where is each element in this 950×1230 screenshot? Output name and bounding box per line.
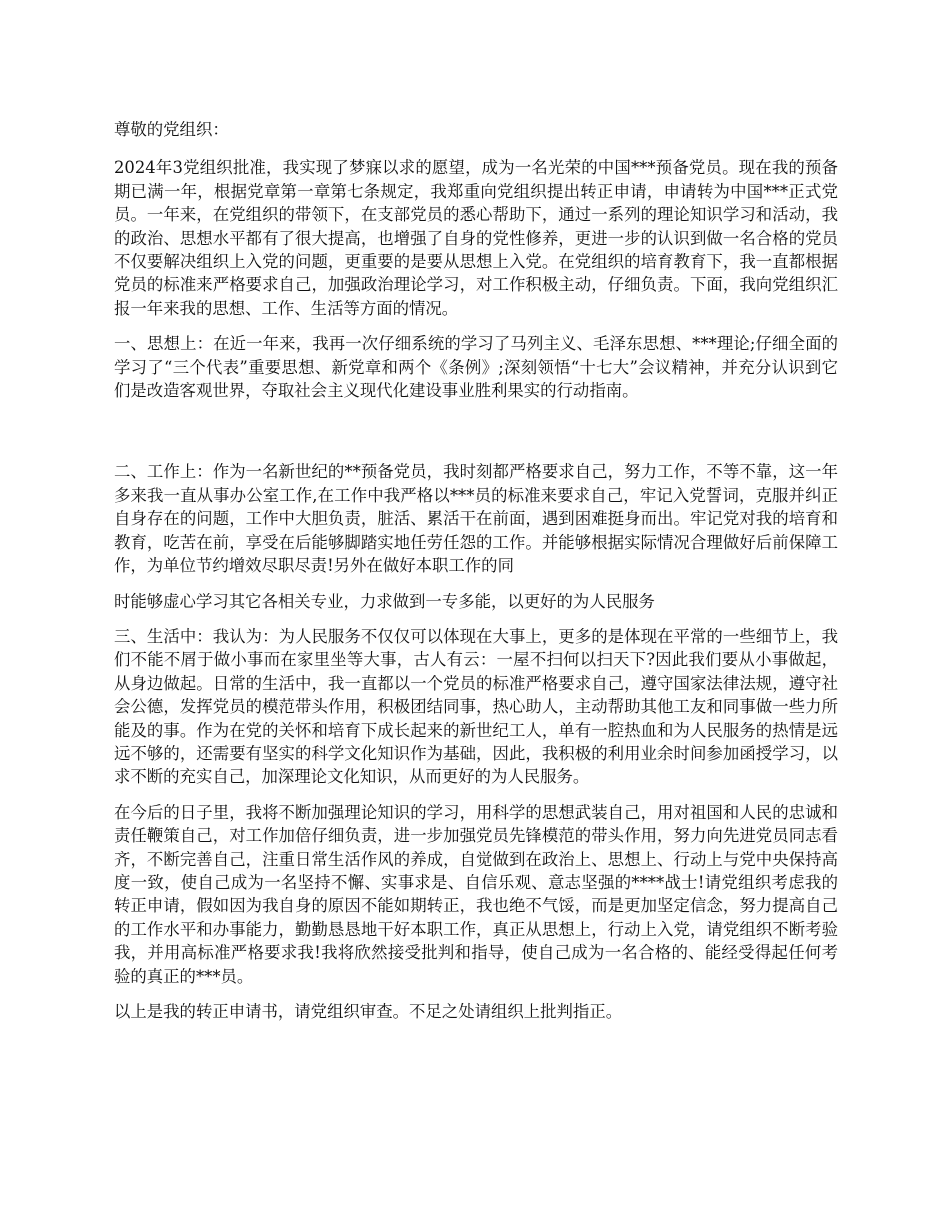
paragraph-life: 三、生活中：我认为：为人民服务不仅仅可以体现在大事上，更多的是体现在平常的一些细节上，我们不能不屑于做小事而在家里坐等大事，古人有云：一屋不扫何以扫天下?因此我们要从小事做起，从身边做起。日常的生活中，我一直都以一个党员的标准严格要求自己，遵守国家法律法规，遵守社会公德，发挥党员的模范带头作用，积极团结同事，热心助人，主动帮助其他工友和同事做一些力所能及的事。作为在党的关怀和培育下成长起来的新世纪工人，单有一腔热血和为人民服务的热情是远远不够的，还需要有坚实的科学文化知识作为基础，因此，我积极的利用业余时间参加函授学习，以求不断的充实自己，加深理论文化知识，从而更好的为人民服务。	[114, 626, 838, 787]
paragraph-thought: 一、思想上：在近一年来，我再一次仔细系统的学习了马列主义、毛泽东思想、***理论;仔细全面的学习了“三个代表”重要思想、新党章和两个《条例》;深刻领悟“十七大”会议精神，并充分认识到它们是改造客观世界，夺取社会主义现代化建设事业胜利果实的行动指南。	[114, 334, 838, 401]
document-body	[114, 118, 838, 1035]
paragraph-closing: 以上是我的转正申请书，请党组织审查。不足之处请组织上批判指正。	[114, 1002, 623, 1021]
paragraph-intro: 2024年3党组织批准，我实现了梦寐以求的愿望，成为一名光荣的中国***预备党员。现在我的预备期已满一年，根据党章第一章第七条规定，我郑重向党组织提出转正申请，申请转为中国***正式党员。一年来，在党组织的带领下，在支部党员的悉心帮助下，通过一系列的理论知识学习和活动，我的政治、思想水平都有了很大提高，也增强了自身的党性修养，更进一步的认识到做一名合格的党员不仅要解决组织上入党的问题，更重要的是要从思想上入党。在党组织的培育教育下，我一直都根据党员的标准来严格要求自己，加强政治理论学习，对工作积极主动，仔细负责。下面，我向党组织汇报一年来我的思想、工作、生活等方面的情况。	[114, 158, 838, 318]
paragraph-future: 在今后的日子里，我将不断加强理论知识的学习，用科学的思想武装自己，用对祖国和人民的忠诚和责任鞭策自己，对工作加倍仔细负责，进一步加强党员先锋模范的带头作用，努力向先进党员同志看齐，不断完善自己，注重日常生活作风的养成，自觉做到在政治上、思想上、行动上与党中央保持高度一致，使自己成为一名坚持不懈、实事求是、自信乐观、意志坚强的****战士!请党组织考虑我的转正申请，假如因为我自身的原因不能如期转正，我也绝不气馁，而是更加坚定信念，努力提高自己的工作水平和办事能力，勤勤恳恳地干好本职工作，真正从思想上，行动上入党，请党组织不断考验我，并用高标准严格要求我!我将欣然接受批判和指导，使自己成为一名合格的、能经受得起任何考验的真正的***员。	[114, 802, 838, 986]
salutation: 尊敬的党组织：	[114, 120, 229, 139]
paragraph-work-continued: 时能够虚心学习其它各相关专业，力求做到一专多能，以更好的为人民服务	[114, 591, 655, 611]
paragraph-work: 二、工作上：作为一名新世纪的**预备党员，我时刻都严格要求自己，努力工作，不等不靠，这一年多来我一直从事办公室工作,在工作中我严格以***员的标准来要求自己，牢记入党誓词，克服并纠正自身存在的问题，工作中大胆负责，脏活、累活干在前面，遇到困难挺身而出。牢记党对我的培育和教育，吃苦在前，享受在后能够脚踏实地任劳任怨的工作。并能够根据实际情况合理做好后前保障工作，为单位节约增效尽职尽责!另外在做好本职工作的同	[114, 462, 838, 576]
